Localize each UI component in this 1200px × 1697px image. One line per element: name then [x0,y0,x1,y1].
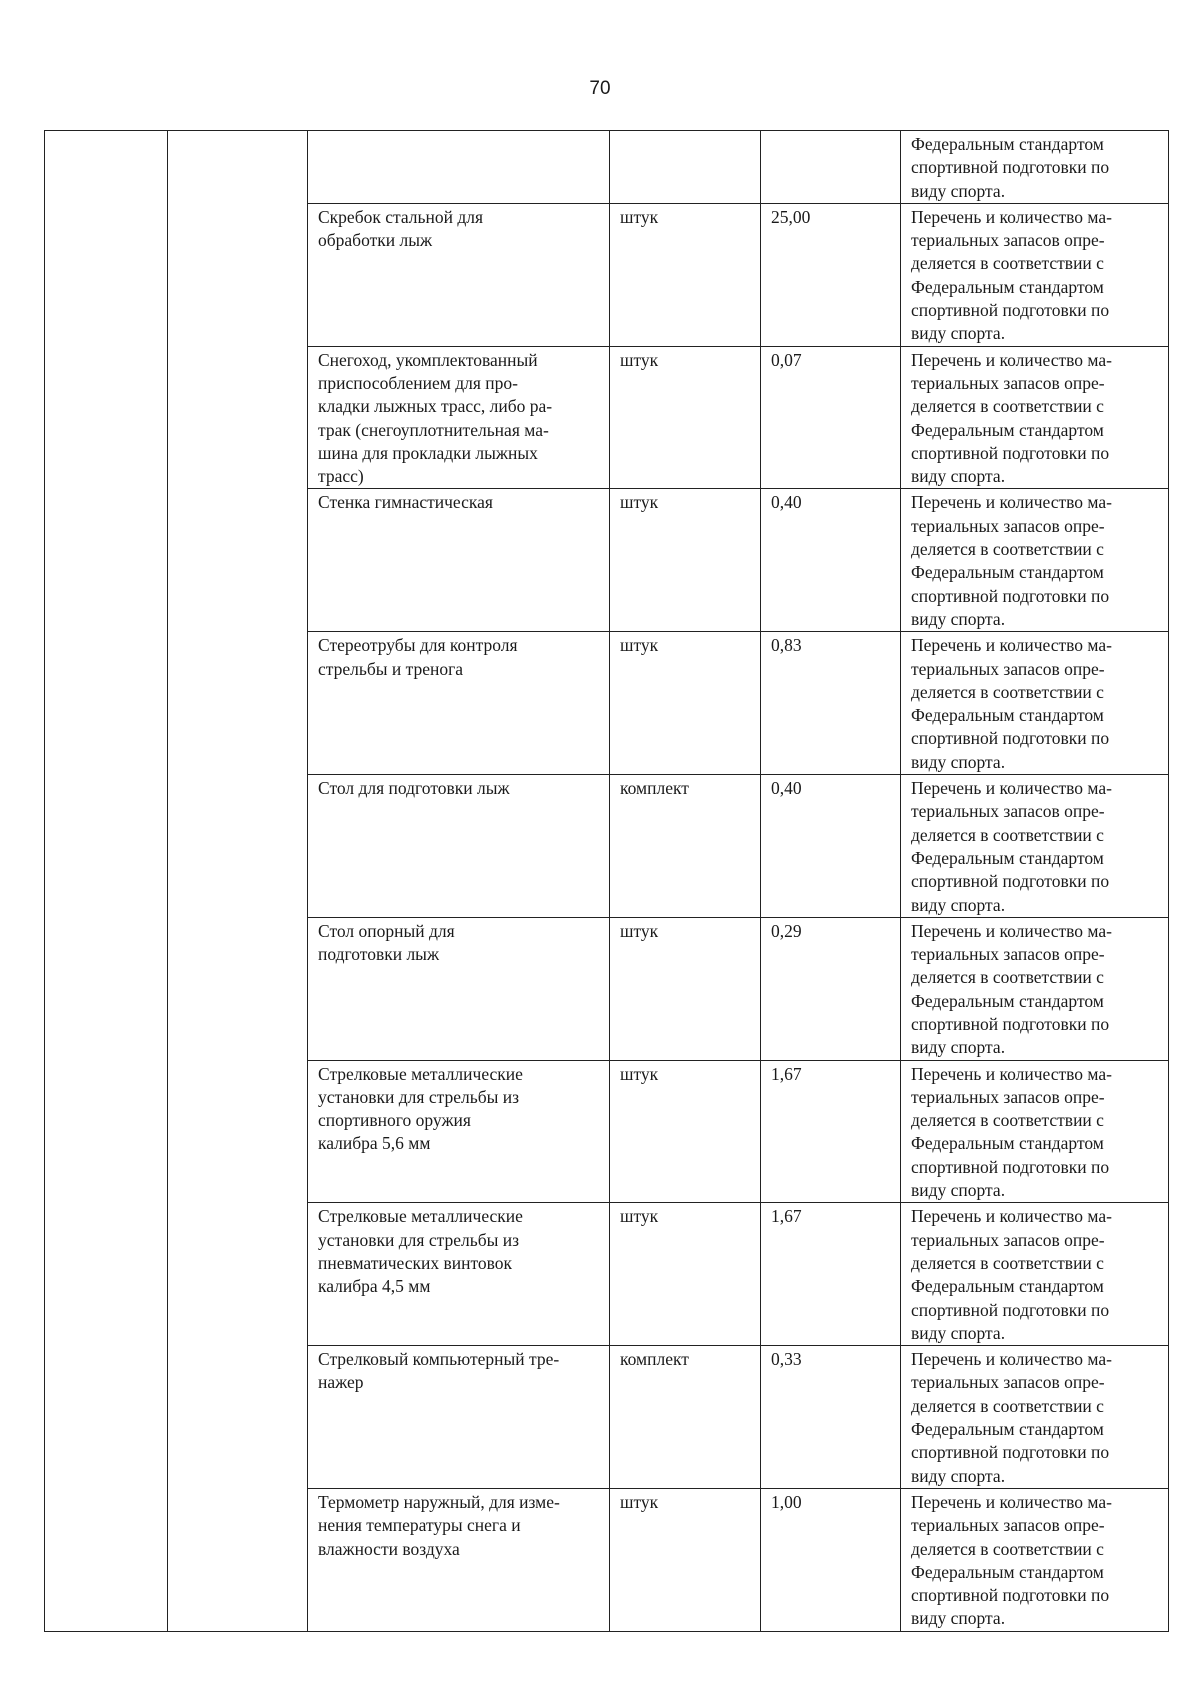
note-cell: Перечень и количество ма- териальных запасов опре- деляется в соответствии с Федеральным стандартом спортивной подготовки по виду спорта. [901,1346,1169,1489]
unit-cell: штук [610,1060,761,1203]
quantity-cell: 0,33 [761,1346,901,1489]
unit-cell: комплект [610,775,761,918]
quantity-cell: 0,40 [761,489,901,632]
quantity-cell: 1,67 [761,1203,901,1346]
quantity-cell [761,131,901,204]
item-name-cell: Стрелковый компьютерный тре- нажер [308,1346,610,1489]
unit-cell: штук [610,632,761,775]
merged-cell-second [168,131,308,1632]
item-name-cell: Стол для подготовки лыж [308,775,610,918]
unit-cell [610,131,761,204]
quantity-cell: 25,00 [761,203,901,346]
unit-cell: штук [610,346,761,489]
note-cell: Перечень и количество ма- териальных запасов опре- деляется в соответствии с Федеральным стандартом спортивной подготовки по виду спорта. [901,203,1169,346]
unit-cell: штук [610,203,761,346]
item-name-cell: Стрелковые металлические установки для стрельбы из спортивного оружия калибра 5,6 мм [308,1060,610,1203]
table-row [45,131,1169,204]
note-cell: Федеральным стандартом спортивной подготовки по виду спорта. [901,131,1169,204]
note-cell: Перечень и количество ма- териальных запасов опре- деляется в соответствии с Федеральным стандартом спортивной подготовки по виду спорта. [901,1060,1169,1203]
unit-cell: штук [610,1488,761,1631]
quantity-cell: 1,67 [761,1060,901,1203]
quantity-cell: 0,29 [761,917,901,1060]
item-name-cell: Стол опорный для подготовки лыж [308,917,610,1060]
quantity-cell: 1,00 [761,1488,901,1631]
item-name-cell: Скребок стальной для обработки лыж [308,203,610,346]
equipment-table [44,130,1169,1632]
quantity-cell: 0,40 [761,775,901,918]
item-name-cell [308,131,610,204]
note-cell: Перечень и количество ма- териальных запасов опре- деляется в соответствии с Федеральным стандартом спортивной подготовки по виду спорта. [901,1488,1169,1631]
item-name-cell: Стереотрубы для контроля стрельбы и тренога [308,632,610,775]
note-cell: Перечень и количество ма- териальных запасов опре- деляется в соответствии с Федеральным стандартом спортивной подготовки по виду спорта. [901,1203,1169,1346]
page-number: 70 [589,78,611,99]
note-cell: Перечень и количество ма- териальных запасов опре- деляется в соответствии с Федеральным стандартом спортивной подготовки по виду спорта. [901,917,1169,1060]
note-cell: Перечень и количество ма- териальных запасов опре- деляется в соответствии с Федеральным стандартом спортивной подготовки по виду спорта. [901,775,1169,918]
unit-cell: штук [610,489,761,632]
unit-cell: штук [610,917,761,1060]
merged-cell-left [45,131,168,1632]
item-name-cell: Снегоход, укомплектованный приспособлением для про- кладки лыжных трасс, либо ра- трак (снегоуплотнительная ма- шина для прокладки лыжных трасс) [308,346,610,489]
unit-cell: штук [610,1203,761,1346]
item-name-cell: Стенка гимнастическая [308,489,610,632]
note-cell: Перечень и количество ма- териальных запасов опре- деляется в соответствии с Федеральным стандартом спортивной подготовки по виду спорта. [901,489,1169,632]
unit-cell: комплект [610,1346,761,1489]
note-cell: Перечень и количество ма- териальных запасов опре- деляется в соответствии с Федеральным стандартом спортивной подготовки по виду спорта. [901,632,1169,775]
quantity-cell: 0,07 [761,346,901,489]
note-cell: Перечень и количество ма- териальных запасов опре- деляется в соответствии с Федеральным стандартом спортивной подготовки по виду спорта. [901,346,1169,489]
item-name-cell: Стрелковые металлические установки для стрельбы из пневматических винтовок калибра 4,5 мм [308,1203,610,1346]
quantity-cell: 0,83 [761,632,901,775]
item-name-cell: Термометр наружный, для изме- нения температуры снега и влажности воздуха [308,1488,610,1631]
